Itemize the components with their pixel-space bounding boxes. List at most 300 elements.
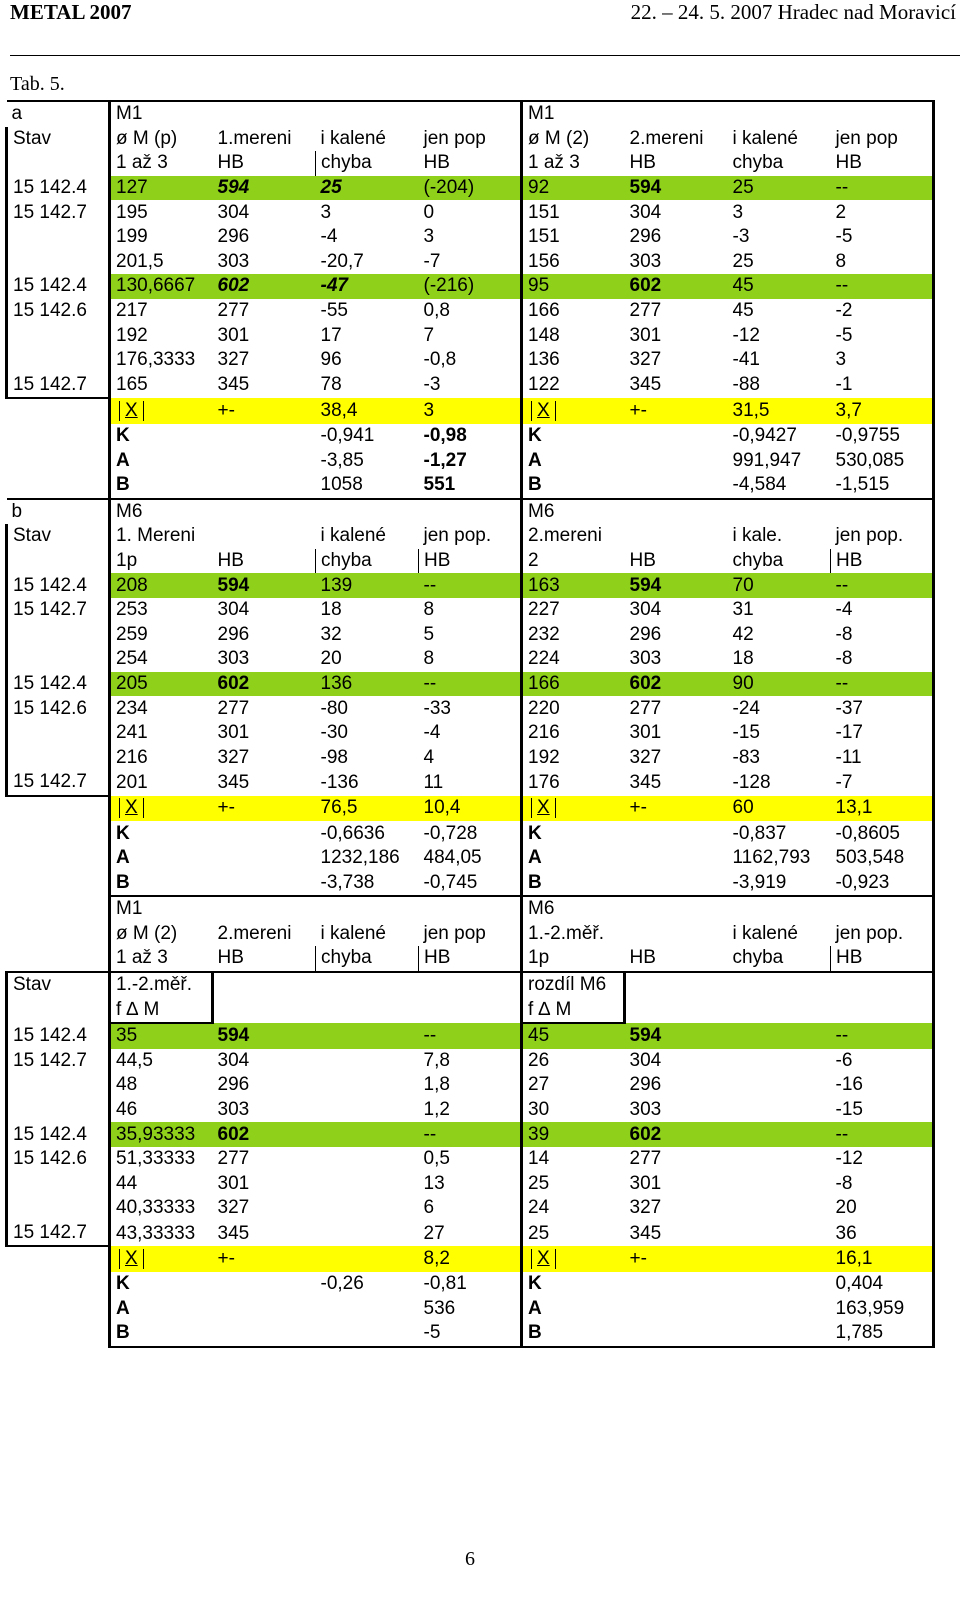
table-cell: 1p: [522, 946, 625, 972]
table-cell: 18: [320, 599, 342, 621]
table-cell: -5: [831, 225, 934, 250]
row-label-cell: [7, 348, 110, 373]
table-cell: 594: [625, 1023, 728, 1049]
table-cell: 163: [522, 573, 625, 598]
table-cell: 176: [522, 770, 625, 796]
table-cell: 232: [522, 622, 625, 647]
table-cell: -7: [423, 250, 441, 272]
table-cell: 45: [728, 274, 831, 299]
table-row: [7, 573, 934, 598]
table-row: [7, 721, 934, 746]
table-cell: -0,941: [320, 425, 375, 447]
table-cell: -12: [831, 1147, 934, 1172]
table-cell: 296: [629, 226, 662, 248]
table-cell: [419, 499, 522, 525]
table-cell: i kalené: [320, 525, 386, 547]
table-cell: [625, 997, 728, 1023]
row-label-cell: 15 142.6: [7, 299, 110, 324]
table-cell: 199: [110, 225, 213, 250]
table-cell: 345: [217, 771, 250, 793]
table-cell: B: [110, 1321, 213, 1347]
table-cell: [728, 1272, 831, 1297]
table-cell: 327: [629, 349, 662, 371]
table-cell: 296: [217, 623, 250, 645]
table-cell: [419, 972, 522, 998]
table-row: [7, 323, 934, 348]
table-cell: jen pop.: [423, 525, 492, 547]
table-cell: 1232,186: [320, 847, 400, 869]
table-cell: i kalené: [320, 922, 386, 944]
table-cell: +-: [625, 1246, 728, 1272]
table-row: [7, 127, 934, 152]
table-cell: [316, 101, 419, 127]
table-cell: [213, 424, 316, 449]
row-label-cell: 15 142.7: [7, 770, 110, 796]
table-cell: [728, 499, 831, 525]
table-cell: 192: [110, 323, 213, 348]
table-cell: 35: [110, 1023, 213, 1049]
table-cell: [831, 499, 934, 525]
table-cell: 156: [522, 250, 625, 275]
table-cell: 42: [732, 623, 754, 645]
table-cell: i kalené: [732, 922, 798, 944]
table-cell: A: [522, 846, 625, 871]
table-cell: [522, 796, 625, 822]
hardness-results-table: [5, 100, 935, 1348]
table-cell: 220: [522, 696, 625, 721]
row-label-cell: [7, 398, 110, 424]
table-cell: [625, 896, 728, 922]
table-cell: 151: [522, 225, 625, 250]
table-cell: 201: [110, 770, 213, 796]
table-cell: f ∆ M: [110, 997, 213, 1023]
mean-symbol: X: [531, 798, 556, 818]
table-cell: 44: [110, 1172, 213, 1197]
table-cell: 95: [522, 274, 625, 299]
table-cell: [625, 1321, 728, 1347]
table-row: [7, 821, 934, 846]
table-cell: B: [522, 1321, 625, 1347]
table-cell: M6: [522, 499, 625, 525]
table-cell: 1.-2.měř.: [110, 972, 213, 998]
table-cell: 303: [217, 1099, 250, 1121]
table-cell: 76,5: [316, 796, 419, 822]
table-cell: 991,947: [732, 449, 802, 471]
table-cell: 327: [629, 1197, 662, 1219]
table-cell: 259: [110, 622, 213, 647]
table-cell: 36: [831, 1221, 934, 1247]
table-cell: [728, 1297, 831, 1322]
table-cell: 1058: [316, 473, 419, 499]
table-cell: 345: [217, 1222, 250, 1244]
row-label-cell: [7, 448, 110, 473]
table-cell: -0,9427: [732, 425, 797, 447]
table-cell: [316, 1073, 419, 1098]
table-cell: -3: [732, 226, 750, 248]
table-cell: 35,93333: [110, 1122, 213, 1147]
row-label-cell: [7, 1098, 110, 1123]
table-cell: 151: [522, 200, 625, 225]
table-cell: i kalené: [320, 127, 386, 149]
table-cell: -12: [732, 324, 760, 346]
row-label-cell: [7, 250, 110, 275]
table-cell: 32: [320, 623, 342, 645]
mean-symbol: X: [119, 1249, 144, 1269]
table-cell: 139: [316, 573, 419, 598]
table-cell: 594: [213, 1023, 316, 1049]
table-cell: HB: [423, 152, 450, 174]
table-cell: 303: [629, 648, 662, 670]
table-cell: [831, 972, 934, 998]
row-label-cell: Stav: [7, 524, 110, 549]
table-cell: 25: [728, 176, 831, 201]
table-cell: -3,919: [728, 870, 831, 896]
table-cell: [316, 1321, 419, 1347]
table-row: [7, 101, 934, 127]
table-cell: 304: [629, 599, 662, 621]
table-cell: 45: [522, 1023, 625, 1049]
table-cell: -0,26: [320, 1273, 364, 1295]
mean-symbol: X: [119, 401, 144, 421]
table-cell: --: [419, 672, 522, 697]
table-cell: 8: [423, 599, 435, 621]
table-cell: 1.mereni: [217, 127, 292, 149]
table-cell: -8: [831, 647, 934, 672]
table-cell: 16,1: [831, 1246, 934, 1272]
table-row: [7, 225, 934, 250]
table-cell: 254: [110, 647, 213, 672]
table-cell: 253: [110, 598, 213, 623]
table-cell: 30: [522, 1098, 625, 1123]
table-cell: K: [110, 1272, 213, 1297]
row-label-cell: [7, 721, 110, 746]
table-cell: 31,5: [728, 398, 831, 424]
table-cell: 20: [831, 1196, 934, 1221]
table-cell: 3: [320, 201, 332, 223]
table-cell: 327: [217, 349, 250, 371]
table-cell: 51,33333: [110, 1147, 213, 1172]
table-cell: 303: [629, 1099, 662, 1121]
table-cell: 296: [217, 1074, 250, 1096]
table-cell: 304: [217, 201, 250, 223]
table-cell: 136: [316, 672, 419, 697]
table-cell: 78: [320, 374, 342, 396]
table-cell: +-: [213, 796, 316, 822]
table-cell: +-: [625, 796, 728, 822]
table-cell: 2.mereni: [217, 922, 292, 944]
table-row: [7, 549, 934, 574]
table-cell: HB: [217, 152, 244, 174]
table-cell: 304: [629, 1049, 662, 1071]
table-cell: [316, 1023, 419, 1049]
row-label-cell: [7, 846, 110, 871]
table-cell: 195: [110, 200, 213, 225]
table-cell: 24: [522, 1196, 625, 1221]
table-cell: -0,745: [419, 870, 522, 896]
table-cell: -0,81: [423, 1273, 467, 1295]
table-cell: 6: [423, 1197, 435, 1219]
table-cell: 3: [831, 348, 934, 373]
table-cell: [110, 398, 213, 424]
row-label-cell: 15 142.4: [7, 672, 110, 697]
row-label-cell: [7, 549, 110, 574]
table-cell: 224: [522, 647, 625, 672]
table-cell: 277: [217, 1148, 250, 1170]
table-cell: K: [110, 424, 213, 449]
table-cell: [728, 1246, 831, 1272]
table-cell: K: [522, 424, 625, 449]
table-cell: 345: [629, 374, 662, 396]
table-row: [7, 1172, 934, 1197]
table-cell: [213, 972, 316, 998]
table-cell: [213, 448, 316, 473]
table-cell: -37: [831, 696, 934, 721]
table-cell: 70: [728, 573, 831, 598]
table-cell: [728, 1196, 831, 1221]
table-row: [7, 598, 934, 623]
table-row: [7, 373, 934, 399]
table-cell: 484,05: [423, 847, 482, 869]
table-cell: [728, 1147, 831, 1172]
table-cell: 304: [217, 599, 250, 621]
table-cell: jen pop: [423, 922, 486, 944]
table-cell: [213, 473, 316, 499]
table-cell: 296: [629, 623, 662, 645]
table-row: [7, 745, 934, 770]
table-cell: HB: [629, 549, 656, 571]
table-cell: -1,27: [423, 449, 467, 471]
table-cell: [625, 448, 728, 473]
table-row: [7, 1272, 934, 1297]
table-cell: chyba: [316, 151, 419, 176]
table-cell: 4: [423, 746, 435, 768]
table-cell: --: [831, 1023, 934, 1049]
table-cell: i kalené: [732, 127, 798, 149]
table-cell: 1p: [110, 549, 213, 574]
table-row: [7, 499, 934, 525]
table-cell: -8: [831, 622, 934, 647]
table-cell: 303: [217, 648, 250, 670]
table-row: [7, 696, 934, 721]
table-cell: [213, 499, 316, 525]
table-cell: 14: [522, 1147, 625, 1172]
table-cell: 1,8: [423, 1074, 450, 1096]
table-cell: -0,6636: [320, 822, 385, 844]
table-cell: --: [419, 573, 522, 598]
table-cell: -8: [831, 1172, 934, 1197]
table-cell: [316, 1221, 419, 1247]
table-cell: [213, 1321, 316, 1347]
table-cell: [728, 997, 831, 1023]
table-row: [7, 348, 934, 373]
table-cell: 594: [213, 573, 316, 598]
table-cell: [316, 1147, 419, 1172]
table-cell: HB: [831, 549, 934, 574]
table-cell: 127: [110, 176, 213, 201]
row-label-cell: 15 142.7: [7, 373, 110, 399]
table-cell: -17: [831, 721, 934, 746]
table-cell: 1,2: [423, 1099, 450, 1121]
table-cell: -15: [831, 1098, 934, 1123]
table-cell: 536: [423, 1297, 456, 1319]
table-cell: -4: [831, 598, 934, 623]
table-row: [7, 972, 934, 998]
table-cell: A: [110, 846, 213, 871]
table-row: [7, 274, 934, 299]
table-cell: -88: [732, 374, 760, 396]
table-cell: [213, 870, 316, 896]
table-cell: 45: [732, 300, 754, 322]
table-cell: [213, 997, 316, 1023]
table-cell: [316, 1098, 419, 1123]
table-cell: 241: [110, 721, 213, 746]
table-cell: ø M (2): [110, 922, 213, 947]
table-cell: 594: [213, 176, 316, 201]
mean-symbol: X: [531, 1249, 556, 1269]
table-row: [7, 1049, 934, 1074]
table-cell: 277: [217, 300, 250, 322]
table-cell: 130,6667: [110, 274, 213, 299]
table-cell: [213, 524, 316, 549]
table-cell: 25: [316, 176, 419, 201]
table-cell: 8: [831, 250, 934, 275]
table-cell: 296: [217, 226, 250, 248]
row-label-cell: [7, 1272, 110, 1297]
table-row: [7, 896, 934, 922]
row-label-cell: [7, 896, 110, 922]
table-cell: K: [522, 1272, 625, 1297]
table-cell: [213, 821, 316, 846]
page-header: [10, 0, 956, 30]
table-cell: A: [522, 448, 625, 473]
table-cell: -24: [732, 697, 760, 719]
table-cell: ø M (2): [522, 127, 625, 152]
table-cell: -128: [732, 771, 771, 793]
table-cell: [213, 1297, 316, 1322]
table-cell: -6: [831, 1049, 934, 1074]
table-cell: chyba: [316, 549, 419, 574]
row-label-cell: [7, 225, 110, 250]
table-cell: [831, 101, 934, 127]
row-label-cell: [7, 151, 110, 176]
table-cell: -55: [320, 300, 348, 322]
table-cell: -83: [732, 746, 760, 768]
table-cell: [213, 101, 316, 127]
mean-symbol: X: [531, 401, 556, 421]
table-cell: 31: [732, 599, 754, 621]
table-cell: M6: [522, 896, 625, 922]
row-label-cell: 15 142.4: [7, 1023, 110, 1049]
table-cell: [728, 972, 831, 998]
table-cell: [316, 1049, 419, 1074]
table-cell: -0,98: [423, 425, 467, 447]
table-cell: [625, 972, 728, 998]
table-cell: 176,3333: [110, 348, 213, 373]
table-cell: [728, 101, 831, 127]
row-label-cell: [7, 1321, 110, 1347]
table-row: [7, 1147, 934, 1172]
table-cell: jen pop: [831, 127, 934, 152]
table-cell: 2.mereni: [629, 127, 704, 149]
table-cell: 96: [320, 349, 342, 371]
table-cell: [625, 1272, 728, 1297]
table-cell: 551: [419, 473, 522, 499]
table-cell: 18: [732, 648, 754, 670]
table-cell: 277: [629, 697, 662, 719]
row-label-cell: [7, 870, 110, 896]
table-cell: (-204): [419, 176, 522, 201]
table-cell: -2: [831, 299, 934, 324]
table-cell: 303: [217, 250, 250, 272]
table-cell: 345: [217, 374, 250, 396]
table-cell: 277: [629, 300, 662, 322]
table-cell: -30: [320, 722, 348, 744]
table-cell: 40,33333: [110, 1196, 213, 1221]
table-cell: 301: [629, 1172, 662, 1194]
table-cell: 13: [423, 1172, 445, 1194]
table-cell: --: [831, 176, 934, 201]
table-cell: jen pop.: [831, 922, 934, 947]
table-cell: M1: [110, 896, 213, 922]
table-cell: 216: [522, 721, 625, 746]
table-cell: 296: [629, 1074, 662, 1096]
table-row: [7, 796, 934, 822]
table-cell: 602: [625, 1122, 728, 1147]
table-row: [7, 922, 934, 947]
table-cell: 3: [732, 201, 744, 223]
table-row: [7, 1098, 934, 1123]
table-cell: 327: [217, 1197, 250, 1219]
table-cell: HB: [831, 946, 934, 972]
table-row: [7, 1321, 934, 1347]
table-cell: 48: [110, 1073, 213, 1098]
table-cell: HB: [419, 946, 522, 972]
row-label-cell: [7, 473, 110, 499]
table-cell: [625, 524, 728, 549]
table-cell: K: [110, 821, 213, 846]
table-cell: +-: [625, 398, 728, 424]
table-cell: --: [831, 672, 934, 697]
table-cell: [625, 473, 728, 499]
table-row: [7, 1073, 934, 1098]
row-label-cell: [7, 647, 110, 672]
table-cell: 11: [423, 771, 444, 793]
table-cell: [728, 1172, 831, 1197]
table-cell: -1: [831, 373, 934, 399]
table-cell: 301: [217, 324, 250, 346]
table-cell: HB: [217, 549, 244, 571]
table-row: [7, 1196, 934, 1221]
table-cell: 2: [522, 549, 625, 574]
row-label-cell: [7, 1297, 110, 1322]
table-cell: -33: [423, 697, 451, 719]
table-cell: -0,8605: [831, 821, 934, 846]
table-cell: 148: [522, 323, 625, 348]
table-cell: -136: [320, 771, 359, 793]
table-row: [7, 997, 934, 1023]
row-label-cell: 15 142.6: [7, 1147, 110, 1172]
table-cell: 1 až 3: [522, 151, 625, 176]
table-cell: HB: [213, 946, 316, 972]
table-cell: 0,404: [831, 1272, 934, 1297]
table-cell: 165: [110, 373, 213, 399]
header-divider: [10, 55, 960, 56]
table-cell: 25: [522, 1221, 625, 1247]
table-cell: 25: [732, 250, 754, 272]
table-row: [7, 200, 934, 225]
table-cell: 10,4: [419, 796, 522, 822]
table-cell: -41: [732, 349, 760, 371]
